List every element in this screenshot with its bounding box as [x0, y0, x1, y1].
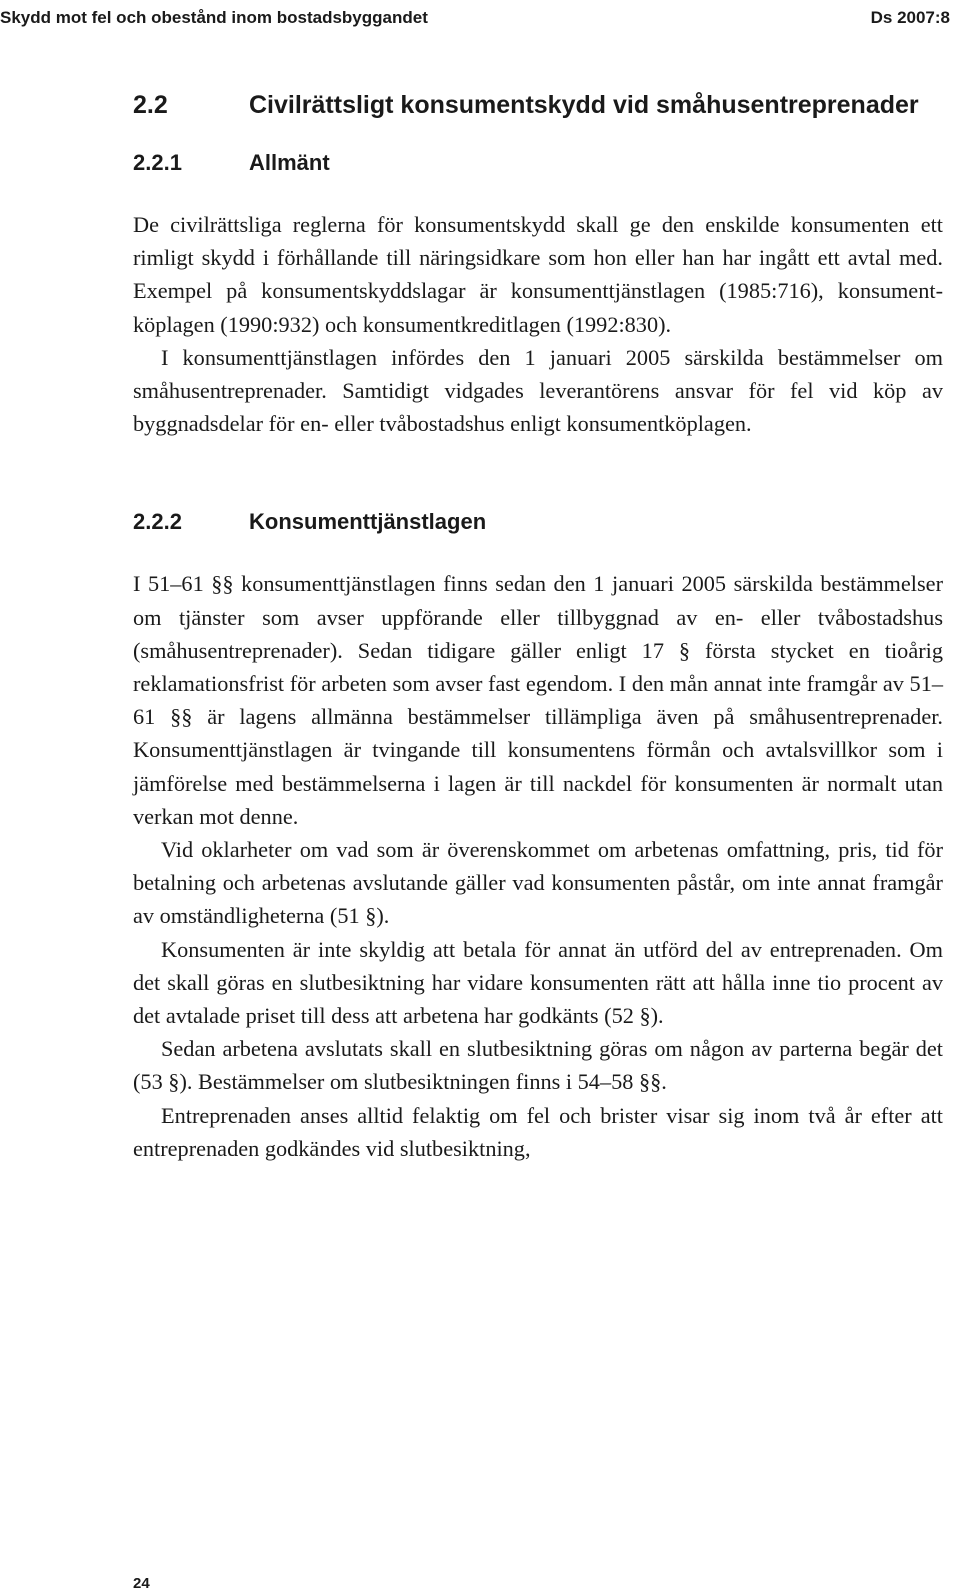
paragraph: Sedan arbetena avslutats skall en slutbesiktning göras om någon av parterna begär det (53 §). Bestämmelser om slutbesiktningen finns i 54–58 §§.	[133, 1036, 943, 1095]
running-header	[0, 6, 950, 30]
subsection-heading-2-2-2	[133, 507, 943, 537]
page-number: 24	[133, 1575, 150, 1592]
section-number: 2.2	[133, 91, 168, 119]
paragraph: Entreprenaden anses alltid felaktig om fel och brister visar sig inom två år efter att entreprenaden godkändes vid slutbesiktning,	[133, 1102, 943, 1161]
page-content	[133, 88, 943, 1165]
subsection-number: 2.2.2	[133, 509, 182, 535]
document-reference: Ds 2007:8	[870, 8, 950, 27]
paragraph: Konsumenten är inte skyldig att betala för annat än utförd del av entreprenaden. Om det skall göras en slutbesiktning har vidare konsumenten rätt att hålla inne tio procent av det avtalade priset till dess att arbetena har godkänts (52 §).	[133, 936, 943, 1029]
paragraph: I konsumenttjänstlagen infördes den 1 januari 2005 särskilda bestämmelser om småhusentreprenader. Samtidigt vidgades leverantörens ansvar för fel vid köp av byggnadsdelar för en- eller tvåbostadshus enligt konsumentköplagen.	[133, 344, 943, 437]
paragraph: Vid oklarheter om vad som är överenskommet om arbetenas omfattning, pris, tid för betalning och arbetenas avslutande gäller vad konsumenten påstår, om inte annat framgår av omständligheterna (51 §).	[133, 837, 943, 929]
section-title: Civilrättsligt konsumentskydd vid småhusentreprenader	[249, 91, 919, 119]
subsection-title: Konsumenttjänstlagen	[249, 509, 487, 535]
paragraph: I 51–61 §§ konsumenttjänstlagen finns sedan den 1 januari 2005 särskilda bestämmelser om tjänster som avser uppförande eller tillbyggnad av en- eller tvåbostadshus (småhusentreprenader). Sedan tidigare gäller enligt 17 § första stycket en tioårig reklamationsfrist för arbeten som avser fast egendom. I den mån annat inte framgår av 51–61 §§ är lagens allmänna bestämmelser tillämpliga även på småhusentreprenader. Konsumenttjänstlagen är tvingande till konsumentens förmån och avtalsvillkor som i jämförelse med bestämmelserna i lagen är till nackdel för konsumenten är normalt utan verkan mot denne.	[133, 571, 943, 829]
subsection-body-2-2-1	[133, 208, 943, 440]
section-heading-2-2	[133, 88, 943, 123]
document-title: Skydd mot fel och obestånd inom bostadsbyggandet	[0, 8, 428, 27]
subsection-heading-2-2-1	[133, 148, 943, 178]
paragraph: De civilrättsliga reglerna för konsumentskydd skall ge den enskilde konsumenten ett rimligt skydd i förhållande till näringsidkare som hon eller han har ingått ett avtal med. Exempel på konsumentskyddslagar är konsumenttjänstlagen (1985:716), konsumentköplagen (1990:932) och konsumentkreditlagen (1992:830).	[133, 212, 943, 337]
subsection-number: 2.2.1	[133, 150, 182, 175]
subsection-title: Allmänt	[249, 150, 330, 175]
subsection-body-2-2-2	[133, 567, 943, 1165]
